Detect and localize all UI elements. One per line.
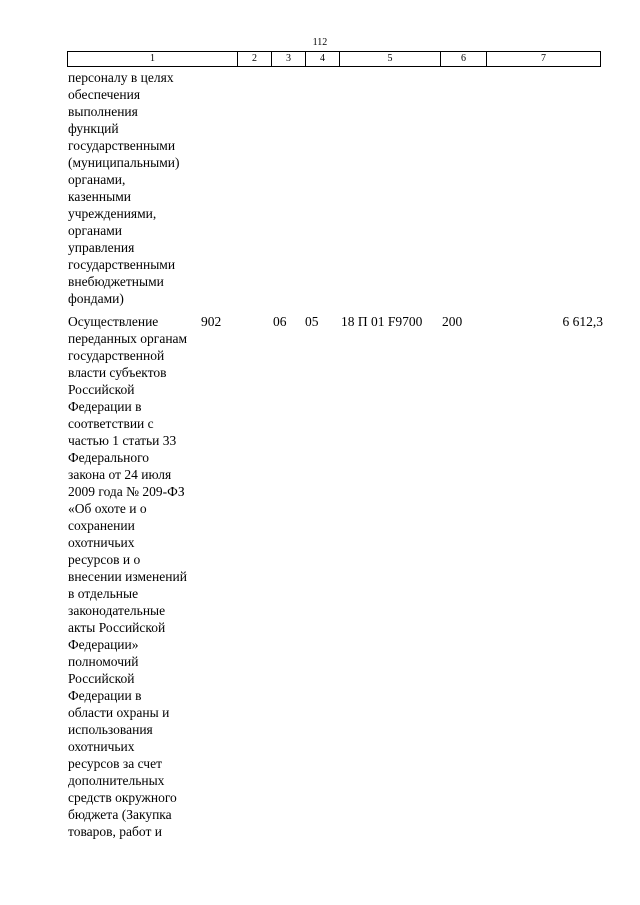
continuation-description [68,69,218,307]
cell-subsection: 05 [305,314,319,329]
text-line: обеспечения [68,87,141,102]
cell-amount: 6 612,3 [562,314,603,329]
text-line: внесении изменений [68,569,187,584]
text-line: дополнительных [68,773,165,788]
text-line: внебюджетными [68,274,164,289]
text-line: Российской [68,671,135,686]
text-line: охотничьих [68,535,135,550]
text-line: выполнения [68,104,138,119]
text-line: закона от 24 июля [68,467,172,482]
text-line: области охраны и [68,705,170,720]
text-line: (муниципальными) [68,155,180,170]
text-line: бюджета (Закупка [68,807,172,822]
text-line: Федерации» [68,637,139,652]
column-header-6: 6 [441,52,487,67]
text-line: ресурсов за счет [68,756,162,771]
text-line: казенными [68,189,131,204]
text-line: 2009 года № 209-ФЗ [68,484,185,499]
column-header-3: 3 [272,52,306,67]
column-header-5: 5 [340,52,441,67]
cell-target-article: 18 П 01 F9700 [341,314,423,329]
text-line: Осуществление [68,314,159,329]
text-line: охотничьих [68,739,135,754]
text-line: государственными [68,257,176,272]
text-line: законодательные [68,603,166,618]
text-line: Федерации в [68,688,142,703]
text-line: фондами) [68,291,124,306]
cell-section: 06 [273,314,287,329]
text-line: государственными [68,138,176,153]
text-line: персоналу в целях [68,70,174,85]
text-line: учреждениями, [68,206,157,221]
text-line: ресурсов и о [68,552,141,567]
cell-expense-type: 200 [442,314,463,329]
text-line: переданных органам [68,331,188,346]
text-line: частью 1 статьи 33 [68,433,177,448]
cell-admin-code: 902 [201,314,222,329]
row-description [68,313,218,840]
text-line: органами, [68,172,126,187]
text-line: управления [68,240,135,255]
text-line: товаров, работ и [68,824,162,839]
text-line: соответствии с [68,416,154,431]
text-line: функций [68,121,119,136]
text-line: Российской [68,382,135,397]
text-line: сохранении [68,518,135,533]
column-header-7: 7 [487,52,601,67]
text-line: органами [68,223,123,238]
text-line: Федерации в [68,399,142,414]
page-number: 112 [312,37,328,48]
column-header-row [68,52,601,67]
column-header-2: 2 [238,52,272,67]
text-line: средств окружного [68,790,177,805]
text-line: акты Российской [68,620,166,635]
text-line: государственной [68,348,165,363]
text-line: использования [68,722,153,737]
text-line: в отдельные [68,586,139,601]
text-line: Федерального [68,450,150,465]
text-line: полномочий [68,654,139,669]
text-line: «Об охоте и о [68,501,147,516]
column-header-4: 4 [306,52,340,67]
text-line: власти субъектов [68,365,167,380]
column-header-1: 1 [68,52,238,67]
column-header-table [67,51,601,67]
